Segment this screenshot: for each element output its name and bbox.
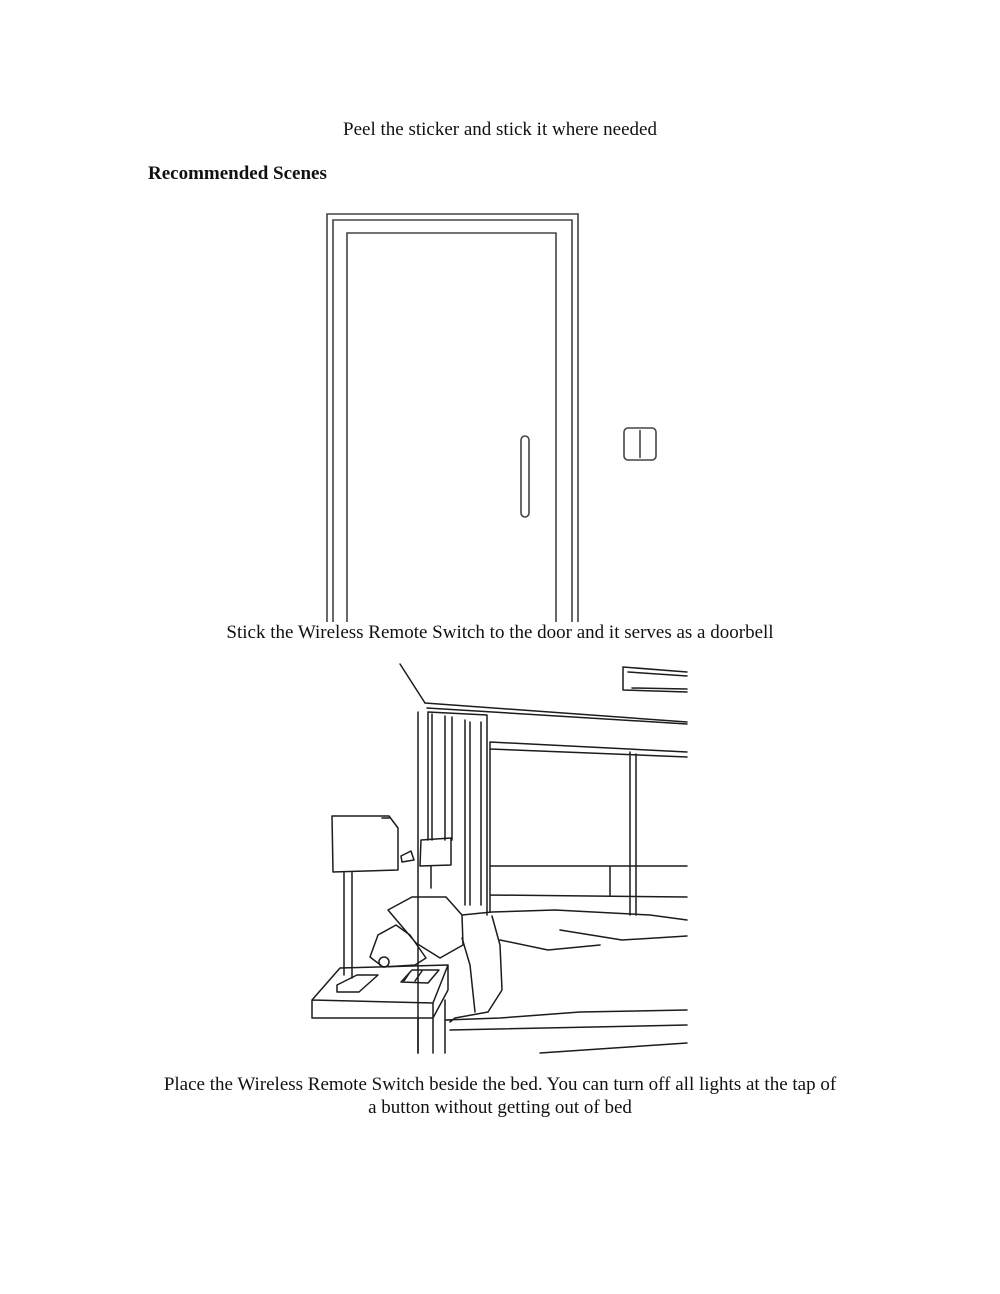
scene-1-caption: Stick the Wireless Remote Switch to the door and it serves as a doorbell <box>226 622 774 643</box>
nightstand <box>312 965 448 1053</box>
scene-2-caption-line-1: Place the Wireless Remote Switch beside the bed. You can turn off all lights at the tap of <box>163 1074 837 1095</box>
section-heading: Recommended Scenes <box>148 163 327 184</box>
scene-2-caption <box>0 1073 1000 1119</box>
bed <box>445 910 687 1053</box>
alarm-clock-icon <box>379 957 389 967</box>
wall-lamp-icon <box>401 838 451 888</box>
remote-switch-on-table-icon <box>401 970 439 983</box>
window-frame <box>490 742 687 915</box>
scene-2-caption-line-2: a button without getting out of bed <box>368 1097 632 1118</box>
curtain <box>428 712 487 915</box>
ceiling-light-icon <box>623 667 687 692</box>
intro-text: Peel the sticker and stick it where needed <box>343 119 657 140</box>
